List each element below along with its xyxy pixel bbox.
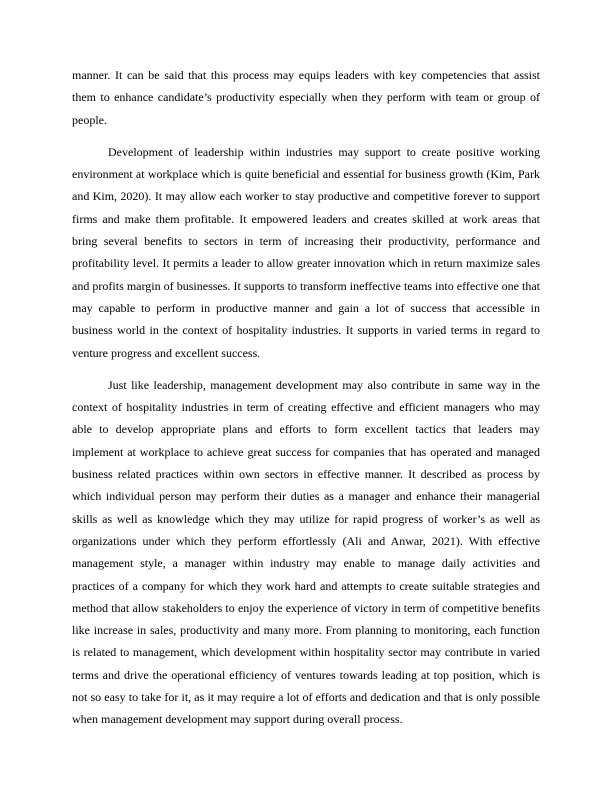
paragraph-management-development: Just like leadership, management development may also contribute in same way in the context of hospitality industries in term of creating effective and efficient managers who may able to develop appropriate plans and efforts to form excellent tactics that leaders may implement at workplace to achieve great success for companies that has operated and managed business related practices within own sectors in effective manner. It described as process by which individual person may perform their duties as a manager and enhance their managerial skills as well as knowledge which they may utilize for rapid progress of worker’s as well as organizations under which they perform effortlessly (Ali and Anwar, 2021). With effective management style, a manager within industry may enable to manage daily activities and practices of a company for which they work hard and attempts to create suitable strategies and method that allow stakeholders to enjoy the experience of victory in term of competitive benefits like increase in sales, productivity and many more. From planning to monitoring, each function is related to management, which development within hospitality sector may contribute in varied terms and drive the operational efficiency of ventures towards leading at top position, which is not so easy to take for it, as it may require a lot of efforts and dedication and that is only possible when management development may support during overall process. (72, 377, 540, 727)
paragraph-continuation: manner. It can be said that this process may equips leaders with key competencies that assist them to enhance candidate’s productivity especially when they perform with team or group of people. (72, 68, 540, 127)
paragraph-leadership-development: Development of leadership within industries may support to create positive working environment at workplace which is quite beneficial and essential for business growth (Kim, Park and Kim, 2020). It may allow each worker to stay productive and competitive forever to support firms and make them profitable. It empowered leaders and creates skilled at work areas that bring several benefits to sectors in term of increasing their productivity, performance and profitability level. It permits a leader to allow greater innovation which in return maximize sales and profits margin of businesses. It supports to transform ineffective teams into effective one that may capable to perform in productive manner and gain a lot of success that accessible in business world in the context of hospitality industries. It supports in varied terms in regard to venture progress and excellent success. (72, 144, 540, 360)
document-body (72, 64, 540, 741)
